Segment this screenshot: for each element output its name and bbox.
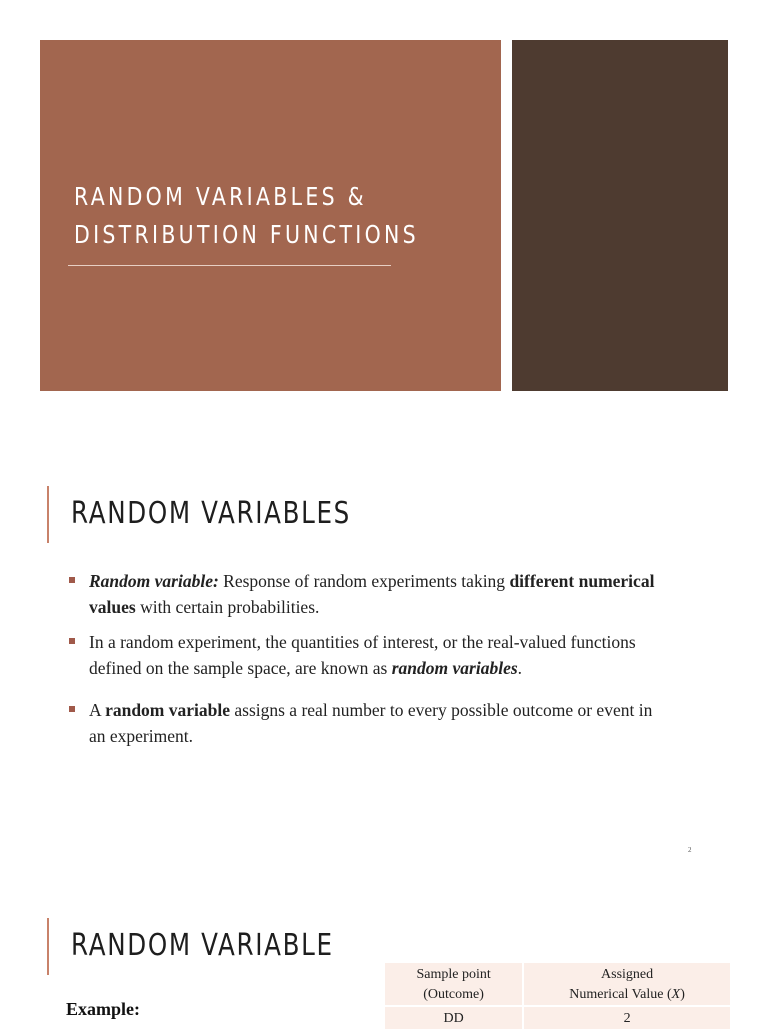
bullet-item bbox=[68, 697, 668, 749]
bullet-text bbox=[89, 571, 654, 617]
table-header-cell bbox=[523, 963, 730, 1006]
bullet-item bbox=[68, 568, 668, 620]
title-slide-side-panel bbox=[512, 40, 728, 391]
text-segment: with certain probabilities. bbox=[135, 597, 320, 617]
table-cell: 2 bbox=[523, 1006, 730, 1030]
example-label: Example: bbox=[66, 999, 140, 1019]
slide-title-line-2: DISTRIBUTION FUNCTIONS bbox=[74, 220, 419, 249]
heading-accent-bar bbox=[47, 918, 49, 975]
bold-segment: random variable bbox=[105, 700, 230, 720]
header-text-part: Numerical Value ( bbox=[569, 987, 672, 1002]
bullet-text bbox=[89, 700, 652, 746]
section-heading: RANDOM VARIABLE bbox=[71, 928, 334, 963]
section-heading: RANDOM VARIABLES bbox=[71, 496, 351, 531]
bold-segment: different numerical values bbox=[89, 571, 655, 617]
term-random-variables: random variables bbox=[391, 658, 518, 678]
table-cell: DD bbox=[385, 1006, 523, 1030]
heading-accent-bar bbox=[47, 486, 49, 543]
title-underline bbox=[68, 265, 391, 266]
sample-point-table bbox=[385, 963, 730, 1031]
header-text: (Outcome) bbox=[423, 987, 484, 1002]
table-row bbox=[385, 1006, 730, 1030]
text-segment: A bbox=[89, 700, 106, 720]
text-segment: . bbox=[517, 658, 523, 678]
bullet-square-icon bbox=[69, 577, 75, 583]
bullet-text bbox=[89, 632, 636, 678]
table-header-cell bbox=[385, 963, 523, 1006]
slide-title bbox=[74, 178, 418, 254]
header-text-part: ) bbox=[680, 987, 685, 1002]
bullet-square-icon bbox=[69, 706, 75, 712]
bullet-item bbox=[68, 629, 668, 681]
text-segment: Response of random experiments taking bbox=[218, 571, 510, 591]
variable-x: X bbox=[671, 987, 681, 1002]
header-text: Assigned bbox=[601, 967, 654, 982]
page-number: 2 bbox=[688, 846, 692, 854]
table-header-row bbox=[385, 963, 730, 1006]
text-segment: assigns a real number to every possible outcome or event in an experiment. bbox=[89, 700, 653, 746]
text-segment: In a random experiment, the quantities of interest, or the real-valued functions defined on the sample space, are known as bbox=[89, 632, 636, 678]
slide-title-line-1: RANDOM VARIABLES & bbox=[74, 182, 367, 211]
term-random-variable: Random variable: bbox=[89, 571, 219, 591]
bullet-list bbox=[68, 568, 668, 749]
header-text bbox=[528, 985, 726, 1005]
bullet-square-icon bbox=[69, 638, 75, 644]
title-slide-panel bbox=[40, 40, 501, 391]
header-text: Sample point bbox=[416, 967, 491, 982]
